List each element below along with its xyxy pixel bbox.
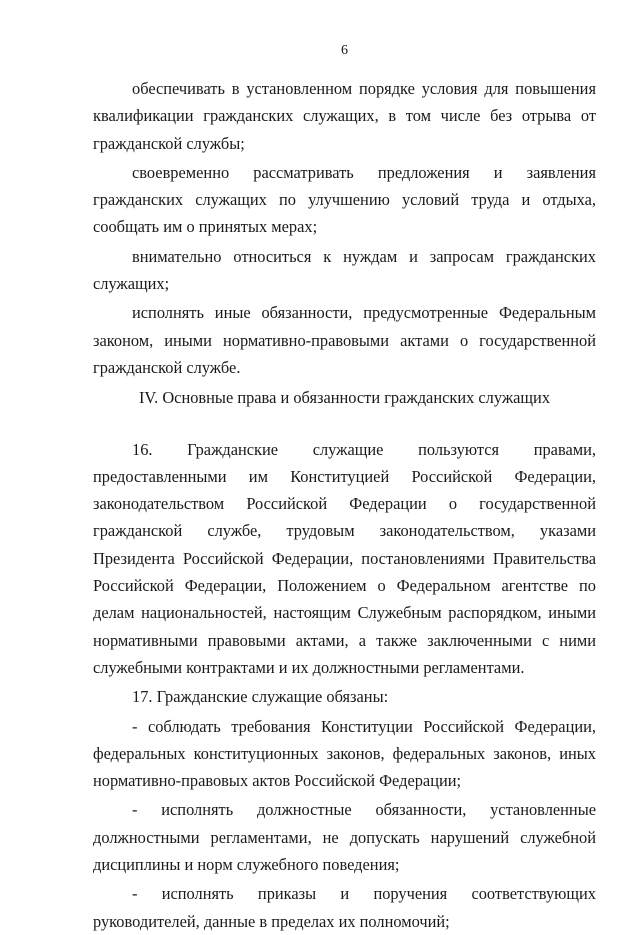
section-heading: IV. Основные права и обязанности гражданских служащих (138, 388, 551, 408)
paragraph: обеспечивать в установленном порядке условия для повышения квалификации гражданских служащих, в том числе без отрыва от гражданской службы; (93, 79, 596, 153)
paragraph: исполнять иные обязанности, предусмотренные Федеральным законом, иными нормативно-правовыми актами о государственной гражданской службе. (93, 303, 596, 377)
page-number: 6 (341, 43, 348, 58)
paragraph: внимательно относиться к нуждам и запросам гражданских служащих; (93, 246, 596, 294)
list-item: - исполнять должностные обязанности, установленные должностными регламентами, не допускать нарушений служебной дисциплины и норм служебного поведения; (93, 800, 596, 875)
paragraph: своевременно рассматривать предложения и заявления гражданских служащих по улучшению условий труда и отдыха, сообщать им о принятых мерах; (93, 162, 596, 237)
paragraph: 17. Гражданские служащие обязаны: (132, 687, 389, 707)
list-item: - исполнять приказы и поручения соответствующих руководителей, данные в пределах их полномочий; (93, 884, 596, 931)
list-item: - соблюдать требования Конституции Российской Федерации, федеральных конституционных законов, федеральных законов, иных нормативно-правовых актов Российской Федерации; (93, 716, 596, 791)
paragraph: 16. Гражданские служащие пользуются правами, предоставленными им Конституцией Российской Федерации, законодательством Российской Федерации о государственной гражданской службе, трудовым законодательством, указами Президента Российской Федерации, постановлениями Правительства Российской Федерации, Положением о Федеральном агентстве по делам национальностей, настоящим Служебным распорядком, иными нормативными правовыми актами, а также заключенными с ними служебными контрактами и их должностными регламентами. (93, 439, 596, 677)
